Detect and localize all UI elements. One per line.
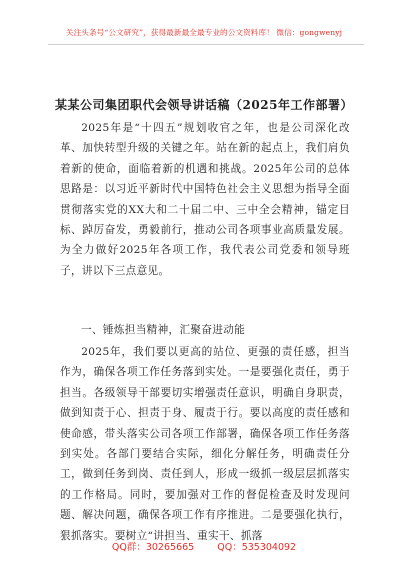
header-promo-note: 关注头条号“公文研究”，获得最新最全最专业的公文资料库！ 微信：gongwenyj	[65, 28, 343, 37]
document-title: 某某公司集团职代会领导讲话稿（2025年工作部署）	[55, 98, 353, 112]
body-paragraph-2: 2025年，我们要以更高的站位、更强的责任感，担当作为，确保各项工作任务落到实处。一是要强化责任，勇于担当。各级领导干部要切实增强责任意识，明确自身职责，做到知责于心、担责于身、履责于行。要以高度的责任感和使命感，带头落实公司各项工作部署，确保各项工作任务落到实处。各部门要结合实际，细化分解任务，明确责任分工，做到任务到岗、责任到人，形成一级抓一级层层抓落实的工作格局。同时，要加强对工作的督促检查及时发现问题、解决问题，确保各项工作有序推进。二是要强化执行，狠抓落实。要树立“讲担当、重实干、抓落	[60, 346, 350, 542]
footer-qq-number: QQ：535304092	[217, 542, 297, 553]
footer-contact	[0, 539, 408, 553]
header-divider	[48, 44, 364, 45]
body-paragraph-1: 2025年是“十四五”规划收官之年，也是公司深化改革、加快转型升级的关键之年。站在新的起点上，我们肩负着新的使命，面临着新的机遇和挑战。2025年公司的总体思路是：以习近平新时代中国特色社会主义思想为指导全面贯彻落实党的XX大和二十届二中、三中全会精神，锚定目标、踔厉奋发，勇毅前行，推动公司各项事业高质量发展。为全力做好2025年各项工作，我代表公司党委和领导班子，讲以下三点意见。	[60, 122, 350, 277]
body-paragraph-1-container	[60, 118, 350, 281]
footer-qq-group: QQ群：30265665	[111, 542, 195, 553]
section-heading-1: 一、锤炼担当精神，汇聚奋进动能	[81, 324, 246, 336]
body-paragraph-2-container	[60, 342, 350, 546]
